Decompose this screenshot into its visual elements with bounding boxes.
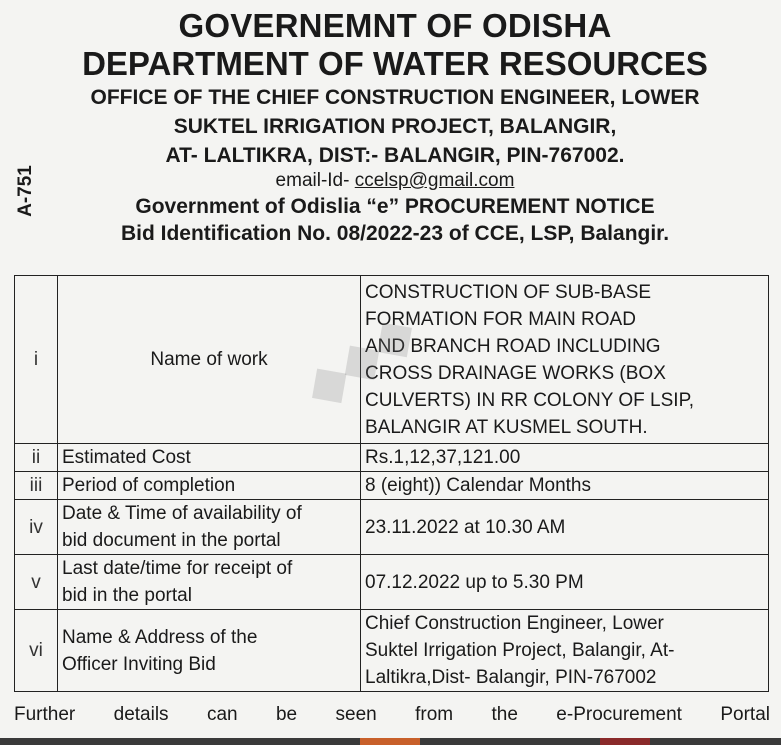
row-number: iii (15, 472, 58, 500)
table-row (15, 555, 769, 610)
table-row (15, 610, 769, 692)
work-line: AND BRANCH ROAD INCLUDING (365, 335, 661, 357)
row-value: 07.12.2022 up to 5.30 PM (361, 555, 769, 610)
email-link[interactable]: ccelsp@gmail.com (354, 170, 515, 191)
label-line: Name & Address of the (62, 626, 258, 648)
bottom-color-bar (0, 738, 781, 745)
row-value: 23.11.2022 at 10.30 AM (361, 500, 769, 555)
work-line: CONSTRUCTION OF SUB-BASE (365, 281, 652, 303)
table-row (15, 472, 769, 500)
row-number: i (15, 276, 58, 444)
work-line: CROSS DRAINAGE WORKS (BOX (365, 362, 666, 384)
further-details: Further details can be seen from the e-Procurement Portal (14, 704, 770, 725)
row-label: Period of completion (58, 472, 361, 500)
work-line: CULVERTS) IN RR COLONY OF LSIP, (365, 389, 695, 411)
bar-accent (600, 738, 650, 745)
work-line: BALANGIR AT KUSMEL SOUTH. (365, 416, 648, 438)
officer-line: Suktel Irrigation Project, Balangir, At- (365, 640, 675, 661)
notice-title: Government of Odislia “e” PROCUREMENT NOTICE (135, 195, 655, 218)
table-row (15, 276, 769, 444)
row-label: Estimated Cost (58, 444, 361, 472)
row-value (361, 610, 769, 692)
row-label (58, 610, 361, 692)
row-value (361, 276, 769, 444)
bar-accent (360, 738, 420, 745)
row-number: iv (15, 500, 58, 555)
watermark-logo: ◆◆◆ (294, 301, 426, 419)
label-line: bid document in the portal (62, 530, 281, 551)
label-line: Officer Inviting Bid (62, 653, 216, 675)
office-line-2: SUKTEL IRRIGATION PROJECT, BALANGIR, (173, 115, 617, 138)
office-line-1: OFFICE OF THE CHIEF CONSTRUCTION ENGINEER, LOWER (90, 86, 700, 109)
department-title: DEPARTMENT OF WATER RESOURCES (82, 45, 708, 82)
notice-header (20, 6, 770, 247)
email-label: email-Id- (275, 170, 355, 191)
table-row (15, 444, 769, 472)
advert-code: A-751 (15, 165, 36, 217)
row-number: vi (15, 610, 58, 692)
row-label (58, 555, 361, 610)
office-line-3: AT- LALTIKRA, DIST:- BALANGIR, PIN-767002. (165, 144, 625, 167)
row-value: Rs.1,12,37,121.00 (361, 444, 769, 472)
officer-line: Chief Construction Engineer, Lower (365, 613, 664, 634)
row-label (58, 500, 361, 555)
email-line (20, 169, 770, 193)
officer-line: Laltikra,Dist- Balangir, PIN-767002 (365, 667, 657, 688)
row-number: v (15, 555, 58, 610)
bid-identification: Bid Identification No. 08/2022-23 of CCE, LSP, Balangir. (120, 222, 670, 245)
government-title: GOVERNEMNT OF ODISHA (178, 7, 612, 44)
row-value: 8 (eight)) Calendar Months (361, 472, 769, 500)
label-line: Last date/time for receipt of (62, 558, 293, 579)
work-line: FORMATION FOR MAIN ROAD (365, 308, 636, 330)
tender-details-table (14, 275, 769, 692)
table-row (15, 500, 769, 555)
label-line: Date & Time of availability of (62, 503, 302, 524)
label-line: bid in the portal (62, 585, 192, 606)
row-number: ii (15, 444, 58, 472)
row-label: Name of work (58, 276, 361, 444)
